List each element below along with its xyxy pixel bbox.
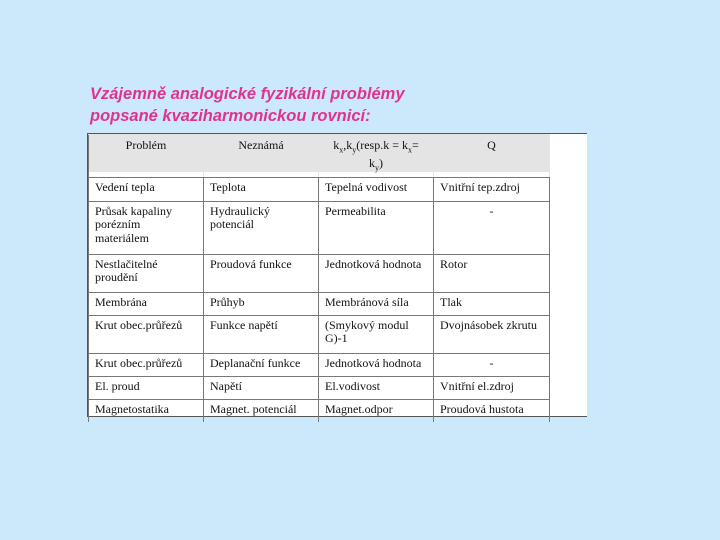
table-row (89, 315, 550, 353)
header-k: $k_x,k_y(resp.k = k_x=$ $k_y$) (319, 135, 434, 178)
analogy-table (88, 134, 550, 422)
cell-k: Jednotková hodnota (319, 353, 434, 376)
cell-q: Vnitřní tep.zdroj (434, 177, 550, 201)
cell-problem: El. proud (89, 376, 204, 399)
table-row (89, 376, 550, 399)
cell-k: Permeabilita (319, 201, 434, 254)
cell-q: - (434, 353, 550, 376)
cell-q: Rotor (434, 254, 550, 292)
cell-q: Vnitřní el.zdroj (434, 376, 550, 399)
cell-problem: Krut obec.průřezů (89, 353, 204, 376)
table-row (89, 399, 550, 422)
header-q: Q (434, 135, 550, 178)
cell-unknown: Teplota (204, 177, 319, 201)
header-row (89, 135, 550, 178)
cell-k: Tepelná vodivost (319, 177, 434, 201)
cell-unknown: Funkce napětí (204, 315, 319, 353)
slide-title (90, 83, 470, 127)
cell-q: Tlak (434, 292, 550, 315)
table-row (89, 353, 550, 376)
cell-k: Magnet.odpor (319, 399, 434, 422)
cell-unknown: Magnet. potenciál (204, 399, 319, 422)
cell-k: Membránová síla (319, 292, 434, 315)
cell-q: Dvojnásobek zkrutu (434, 315, 550, 353)
cell-q: - (434, 201, 550, 254)
table-row (89, 177, 550, 201)
table-row (89, 201, 550, 254)
header-unknown: Neznámá (204, 135, 319, 178)
header-problem: Problém (89, 135, 204, 178)
cell-problem: Magnetostatika (89, 399, 204, 422)
cell-problem: Vedení tepla (89, 177, 204, 201)
cell-unknown: Průhyb (204, 292, 319, 315)
cell-k: (Smykový modul G)-1 (319, 315, 434, 353)
cell-k: El.vodivost (319, 376, 434, 399)
table-side-panel (549, 134, 587, 416)
cell-problem: Membrána (89, 292, 204, 315)
cell-unknown: Napětí (204, 376, 319, 399)
cell-unknown: Hydraulický potenciál (204, 201, 319, 254)
title-line-2: popsané kvaziharmonickou rovnicí: (90, 107, 371, 125)
table-row (89, 254, 550, 292)
cell-q: Proudová hustota (434, 399, 550, 422)
cell-unknown: Proudová funkce (204, 254, 319, 292)
cell-problem: Průsak kapaliny porézním materiálem (89, 201, 204, 254)
title-line-1: Vzájemně analogické fyzikální problémy (90, 85, 405, 103)
table-row (89, 292, 550, 315)
cell-problem: Nestlačitelné proudění (89, 254, 204, 292)
cell-problem: Krut obec.průřezů (89, 315, 204, 353)
cell-unknown: Deplanační funkce (204, 353, 319, 376)
cell-k: Jednotková hodnota (319, 254, 434, 292)
